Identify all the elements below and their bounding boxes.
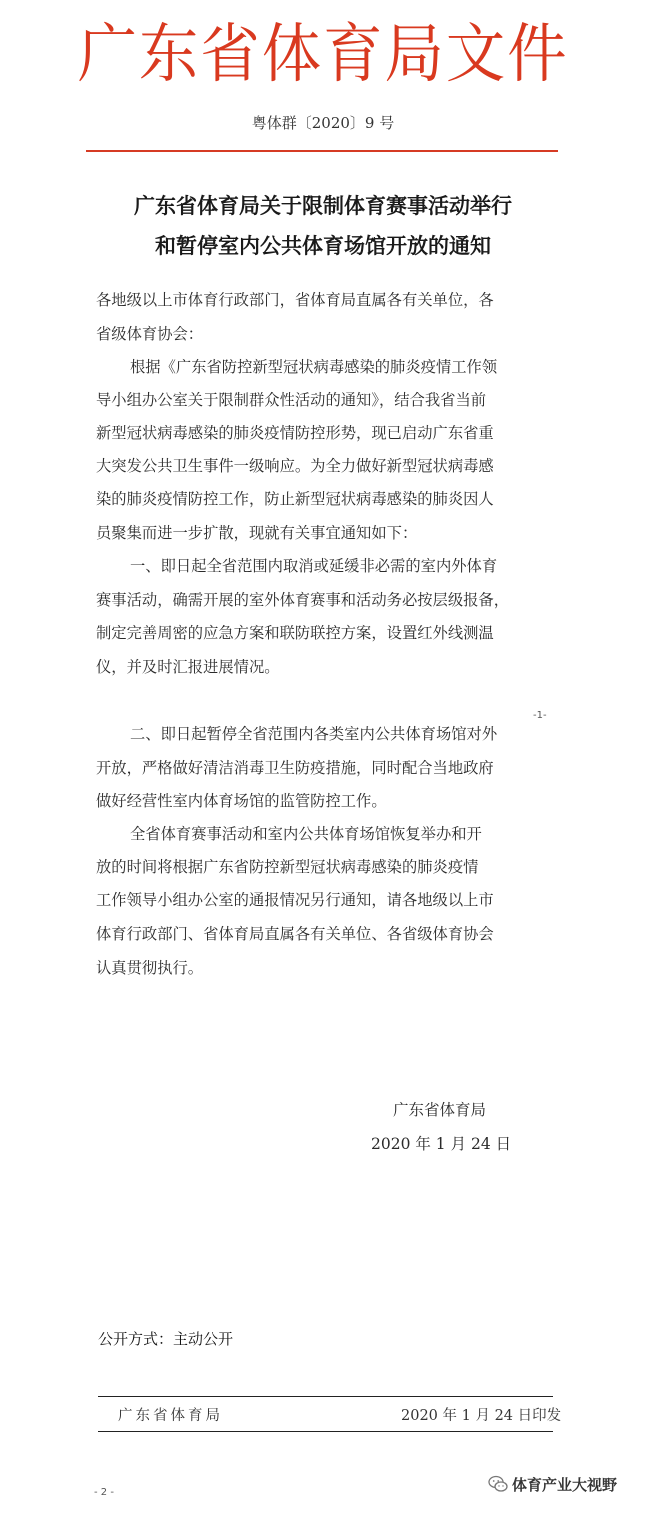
page-number-1: -1- (533, 710, 547, 721)
body-line: 认真贯彻执行。 (96, 959, 204, 977)
body-line: 做好经营性室内体育场馆的监管防控工作。 (96, 792, 387, 810)
body-line: 赛事活动，确需开展的室外体育赛事和活动务必按层级报备， (96, 591, 510, 609)
footer-top-rule (98, 1396, 553, 1397)
red-divider (86, 150, 558, 152)
body-line: 体育行政部门、省体育局直属各有关单位、各省级体育协会 (96, 925, 494, 943)
disclosure-method: 公开方式：主动公开 (98, 1330, 234, 1348)
body-line: 一、即日起全省范围内取消或延缓非必需的室内外体育 (130, 557, 498, 575)
document-number: 粤体群〔2020〕9 号 (251, 114, 395, 132)
document-header-title: 广东省体育局文件 (77, 18, 569, 92)
body-line: 二、即日起暂停全省范围内各类室内公共体育场馆对外 (130, 725, 498, 743)
notice-title-line-2: 和暂停室内公共体育场馆开放的通知 (155, 234, 491, 258)
body-line: 新型冠状病毒感染的肺炎疫情防控形势，现已启动广东省重 (96, 424, 494, 442)
signature-date: 2020 年 1 月 24 日 (371, 1135, 512, 1153)
page-number-2: - 2 - (94, 1487, 114, 1498)
watermark-text: 体育产业大视野 (512, 1476, 618, 1494)
body-line: 导小组办公室关于限制群众性活动的通知》，结合我省当前 (96, 391, 487, 409)
body-line: 放的时间将根据广东省防控新型冠状病毒感染的肺炎疫情 (96, 858, 479, 876)
wechat-icon (488, 1474, 508, 1494)
body-line: 仪，并及时汇报进展情况。 (96, 658, 280, 676)
body-line: 染的肺炎疫情防控工作，防止新型冠状病毒感染的肺炎因人 (96, 490, 494, 508)
footer-issuer: 广东省体育局 (118, 1408, 223, 1424)
body-line: 各地级以上市体育行政部门，省体育局直属各有关单位，各 (96, 291, 494, 309)
signature-org: 广东省体育局 (393, 1101, 487, 1119)
notice-title-line-1: 广东省体育局关于限制体育赛事活动举行 (134, 194, 512, 218)
body-line: 制定完善周密的应急方案和联防联控方案，设置红外线测温 (96, 624, 494, 642)
footer-bottom-rule (98, 1431, 553, 1432)
body-line: 工作领导小组办公室的通报情况另行通知，请各地级以上市 (96, 891, 494, 909)
body-line: 根据《广东省防控新型冠状病毒感染的肺炎疫情工作领 (130, 358, 498, 376)
body-line: 员聚集而进一步扩散，现就有关事宜通知如下： (96, 524, 418, 542)
body-line: 省级体育协会： (96, 325, 204, 343)
body-line: 大突发公共卫生事件一级响应。为全力做好新型冠状病毒感 (96, 457, 494, 475)
body-line: 全省体育赛事活动和室内公共体育场馆恢复举办和开 (130, 825, 482, 843)
footer-print-date: 2020 年 1 月 24 日印发 (401, 1408, 562, 1424)
body-line: 开放，严格做好清洁消毒卫生防疫措施，同时配合当地政府 (96, 759, 494, 777)
